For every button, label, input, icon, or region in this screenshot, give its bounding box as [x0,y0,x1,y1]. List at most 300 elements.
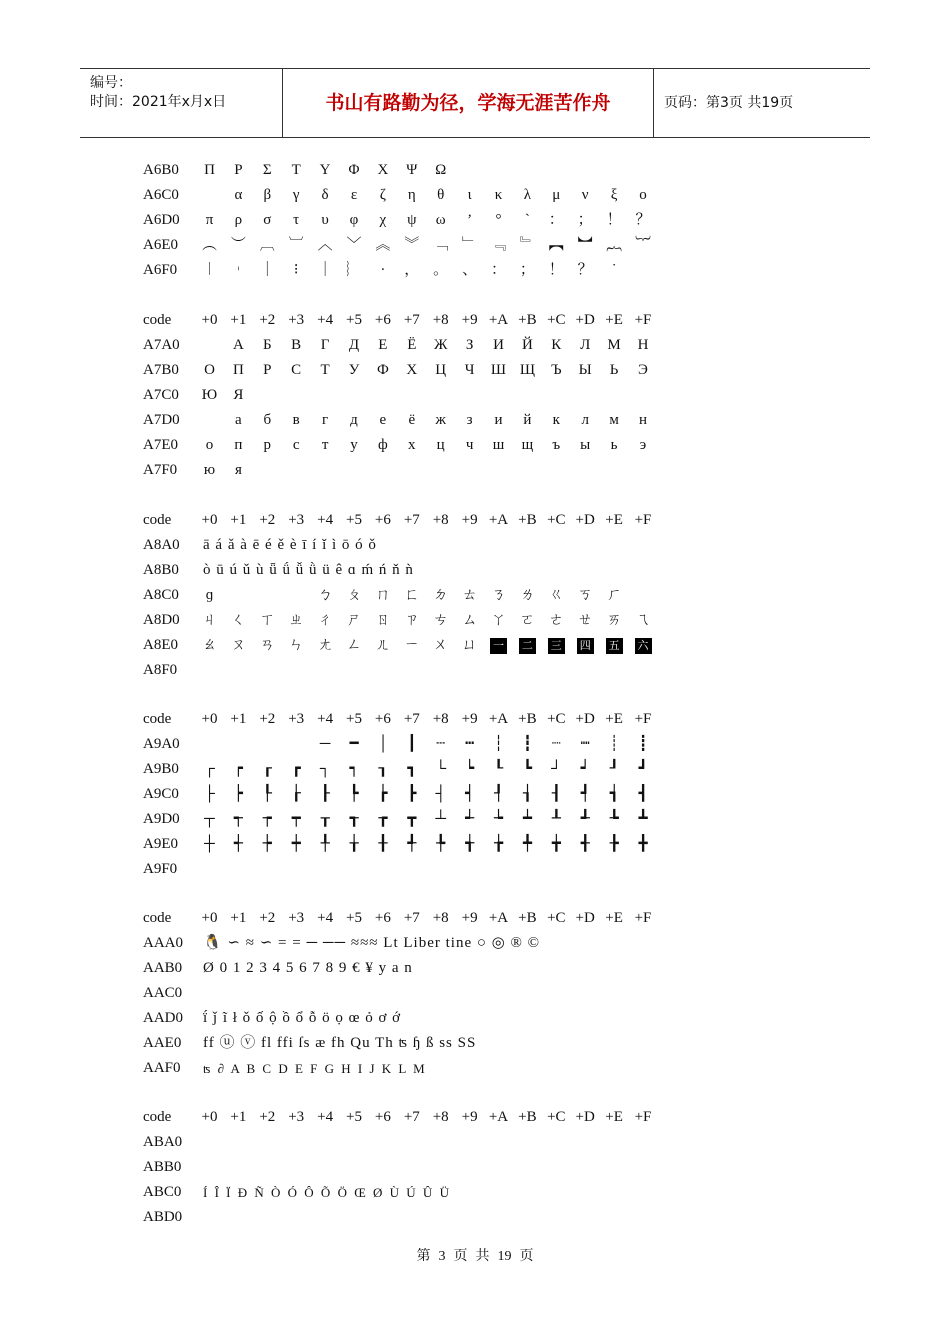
glyph-cell: ㄕ [346,612,362,628]
glyph-run: ʦ ∂ A B C D E F G H I J K L M [203,1061,427,1076]
code-row [143,333,863,358]
glyph-cell: ㄙ [462,612,478,628]
row-code: A8F0 [143,662,178,678]
glyph-cell: И [493,337,504,353]
column-offset-label: +7 [403,1109,420,1125]
glyph-cell: ？ [635,212,651,228]
code-header-label: code [143,512,172,528]
glyph-cell: ┻ [638,811,648,827]
glyph-cell: ﹁ [433,237,449,253]
glyph-cell: ц [436,437,445,453]
glyph-cell: ┭ [233,811,243,827]
glyph-cell: ㄔ [317,612,333,628]
code-row [143,1180,863,1205]
column-offset-label: +E [605,910,623,926]
column-offset-label: +2 [259,312,276,328]
glyph-cell: А [232,337,244,353]
glyph-cell: ┓ [407,761,417,777]
column-header-row [143,308,863,333]
glyph-cell: ┷ [522,811,532,827]
row-code: A7D0 [143,412,180,428]
column-offset-label: +F [634,512,652,528]
column-offset-label: +C [547,1109,566,1125]
row-code: AAC0 [143,985,183,1001]
glyph-cell: ！ [606,212,622,228]
column-offset-label: +5 [346,910,362,926]
glyph-cell: ы [580,437,591,453]
glyph-cell: ╆ [493,836,504,852]
glyph-cell: ┸ [551,811,561,827]
glyph-cell: ㄆ [346,587,362,603]
code-row [143,158,863,183]
glyph-cell: ┽ [233,836,243,852]
footer-prefix: 第 [416,1249,431,1264]
column-offset-label: +0 [201,312,218,328]
glyph-cell: ┢ [378,786,388,802]
column-offset-label: +0 [201,512,218,528]
column-offset-label: +2 [259,1109,276,1125]
glyph-cell: ┒ [378,761,388,777]
glyph-cell: ︴ [346,262,362,278]
code-row [143,558,863,583]
glyph-cell: ┮ [262,811,272,827]
glyph-cell: ┘ [550,761,562,777]
code-row [143,807,863,832]
glyph-cell: ㄟ [635,612,651,628]
glyph-cell: ︺ [288,237,304,253]
glyph-cell: σ [263,212,272,228]
row-code: A8A0 [143,537,180,553]
glyph-cell: ┊ [609,736,619,752]
glyph-cell: в [292,412,300,428]
column-offset-label: +9 [461,1109,478,1125]
glyph-cell: 、 [462,262,478,278]
glyph-cell: Ш [490,362,507,378]
glyph-cell: З [465,337,474,353]
glyph-cell: м [609,412,619,428]
glyph-cell: ┡ [349,786,359,802]
column-offset-label: +3 [288,711,305,727]
glyph-cell: ┗ [522,761,532,777]
glyph-run: ā á ǎ à ē é ě è ī í ǐ ì ō ó ǒ [203,537,377,553]
row-code: A9F0 [143,861,178,877]
code-row [143,956,863,981]
column-offset-label: +B [518,1109,537,1125]
glyph-cell: ︹ [259,237,275,253]
glyph-cell: π [205,212,214,228]
glyph-cell: ㄈ [404,587,420,603]
code-row [143,583,863,608]
glyph-cell: ┄ [436,736,446,752]
column-offset-label: +E [605,711,623,727]
row-code: A7C0 [143,387,179,403]
glyph-cell: ㄌ [519,587,535,603]
document-number-label: 编号： [90,75,132,91]
column-offset-label: +D [575,910,595,926]
code-row [143,658,863,683]
column-offset-label: +C [547,711,566,727]
glyph-cell: ㄑ [230,612,246,628]
row-code: A9D0 [143,811,180,827]
glyph-cell: ： [548,212,564,228]
column-offset-label: +5 [346,512,362,528]
glyph-cell: ﹀ [346,237,362,253]
glyph-cell: ╉ [580,836,590,852]
glyph-cell: ︼ [577,237,593,253]
glyph-run: 🐧 ∽ ≈ ∽ = = ─ ── ≈≈≈ Lt Liber tine ○ ◎ ® © [203,935,541,951]
glyph-cell: н [638,412,648,428]
glyph-cell: Ы [578,362,592,378]
column-offset-label: +9 [461,312,478,328]
glyph-cell: ﹄ [519,237,535,253]
glyph-cell: ㄏ [606,587,622,603]
glyph-cell: Φ [348,162,360,178]
glyph-cell: Л [580,337,591,353]
code-section [143,906,863,1081]
glyph-cell: ╂ [378,836,388,852]
glyph-cell: ！ [548,262,564,278]
glyph-cell: ˙ [611,262,617,278]
code-row [143,857,863,882]
column-header-row [143,906,863,931]
column-offset-label: +7 [403,312,420,328]
glyph-cell: └ [435,761,446,777]
glyph-cell: ┹ [580,811,590,827]
column-offset-label: +2 [259,711,276,727]
column-offset-label: +C [547,910,566,926]
column-offset-label: +D [575,512,595,528]
glyph-cell: ┟ [291,786,301,802]
code-header-label: code [143,711,172,727]
column-offset-label: +7 [403,711,420,727]
glyph-cell: Б [262,337,272,353]
column-offset-label: +A [488,512,509,528]
glyph-cell: ┲ [378,811,388,827]
column-offset-label: +A [488,910,509,926]
glyph-cell: ┰ [320,811,330,827]
glyph-cell: ь [610,437,618,453]
column-offset-label: +D [575,711,595,727]
glyph-cell: │ [377,736,389,752]
glyph-cell: ф [378,437,388,453]
glyph-run: Í Î Ï Ð Ñ Ò Ó Ô Õ Ö Œ Ø Ù Ú Û Ü [203,1185,451,1200]
code-row [143,981,863,1006]
glyph-cell: ┃ [407,736,417,752]
column-offset-label: +1 [230,910,247,926]
row-code: A8C0 [143,587,179,603]
glyph-cell: у [350,437,358,453]
glyph-cell: ㄣ [288,637,304,653]
glyph-cell: Ж [433,337,448,353]
glyph-cell: Ч [464,362,475,378]
glyph-cell: ω [435,212,446,228]
glyph-cell: с [292,437,300,453]
row-code: AAB0 [143,960,183,976]
glyph-cell: О [204,362,215,378]
column-offset-label: +8 [432,512,449,528]
glyph-cell: Ф [376,362,389,378]
column-offset-label: +7 [403,910,420,926]
glyph-cell: л [581,412,589,428]
glyph-cell: ι [467,187,472,203]
glyph-cell: Ю [201,387,218,403]
glyph-cell: ξ [610,187,618,203]
glyph-cell: ┣ [407,786,417,802]
row-code: A6C0 [143,187,179,203]
column-offset-label: +6 [374,1109,391,1125]
glyph-cell: ┫ [638,786,648,802]
glyph-cell: ─ [319,736,331,752]
column-header-row [143,1105,863,1130]
glyph-cell: ┑ [349,761,359,777]
code-row [143,233,863,258]
glyph-cell: 三 [542,633,571,658]
footer-total-word: 共 [475,1249,490,1264]
glyph-cell: ┆ [493,736,504,752]
glyph-cell: ︶ [230,237,246,253]
glyph-cell: ν [581,187,589,203]
glyph-cell: Р [263,362,272,378]
code-row [143,258,863,283]
glyph-cell: ━ [349,736,359,752]
code-row [143,1155,863,1180]
glyph-cell: ° [495,212,502,228]
header-table [80,68,870,138]
glyph-cell: Т [320,362,330,378]
column-offset-label: +9 [461,512,478,528]
document-time-label: 时间：2021年x月x日 [90,94,227,110]
glyph-cell: ┞ [262,786,272,802]
glyph-cell: ┼ [204,836,215,852]
column-offset-label: +4 [317,1109,334,1125]
glyph-cell: ┎ [262,761,272,777]
glyph-cell: ㄠ [201,637,217,653]
glyph-cell: ζ [379,187,386,203]
glyph-cell: М [607,337,621,353]
column-offset-label: +F [634,1109,652,1125]
glyph-cell: Д [348,337,360,353]
glyph-cell: ︲ [230,262,246,278]
header-page-number: 页码：第3页 共19页 [664,95,794,111]
glyph-cell: ㄨ [433,637,449,653]
footer-page-word: 页 [453,1249,468,1264]
column-offset-label: +5 [346,711,362,727]
column-offset-label: +2 [259,910,276,926]
column-offset-label: +A [488,711,509,727]
column-offset-label: +2 [259,512,276,528]
code-section [143,707,863,882]
code-row [143,433,863,458]
glyph-cell: ㄓ [288,612,304,628]
code-row [143,183,863,208]
glyph-cell: щ [521,437,534,453]
glyph-cell: · [380,262,386,278]
glyph-cell: Π [204,162,215,178]
glyph-cell: ︾ [404,237,420,253]
glyph-cell: ㄩ [462,637,478,653]
code-row [143,1056,863,1081]
glyph-cell: ┪ [609,786,619,802]
glyph-cell: ㄦ [375,637,391,653]
glyph-cell: ┍ [233,761,243,777]
glyph-cell: ︷ [606,237,622,253]
glyph-cell: 六 [629,633,658,658]
glyph-cell: ┾ [262,836,272,852]
footer-current-page: 3 [438,1249,446,1264]
column-offset-label: +3 [288,512,305,528]
column-offset-label: +0 [201,711,218,727]
row-code: ABD0 [143,1209,183,1225]
glyph-cell: ︵ [201,237,217,253]
glyph-cell: ┇ [522,736,532,752]
column-offset-label: +8 [432,312,449,328]
code-row [143,832,863,857]
glyph-cell: ︸ [635,237,651,253]
column-offset-label: +4 [317,711,334,727]
glyph-run: Ø 0 1 2 3 4 5 6 7 8 9 € ¥ y a n [203,960,413,976]
glyph-cell: ﹂ [462,237,478,253]
column-offset-label: +3 [288,910,305,926]
glyph-cell: ㄢ [259,637,275,653]
row-code: AAE0 [143,1035,182,1051]
glyph-cell: ┐ [319,761,331,777]
column-offset-label: +F [634,910,652,926]
row-code: A8E0 [143,637,178,653]
row-code: A9A0 [143,736,180,752]
glyph-run: ff ⓤ ⓥ fl ffi ſs æ fh Qu Th ʦ ɧ ß ss SS [203,1035,477,1051]
glyph-cell: ︿ [317,237,333,253]
glyph-cell: ┛ [638,761,648,777]
glyph-cell: χ [379,212,387,228]
code-section [143,308,863,483]
glyph-cell: ρ [234,212,243,228]
code-section [143,508,863,683]
column-offset-label: +D [575,1109,595,1125]
glyph-cell: ︱ [201,262,217,278]
column-offset-label: +F [634,711,652,727]
glyph-cell: ╃ [407,836,417,852]
glyph-cell: ㄧ [404,637,420,653]
column-offset-label: +7 [403,512,420,528]
glyph-cell: κ [494,187,503,203]
glyph-cell: ㄗ [404,612,420,628]
glyph-cell: λ [523,187,532,203]
glyph-cell: 四 [571,633,600,658]
glyph-cell: о [205,437,214,453]
glyph-cell: Э [638,362,648,378]
code-row [143,358,863,383]
glyph-cell: ㄘ [433,612,449,628]
column-offset-label: +B [518,711,537,727]
row-code: ABC0 [143,1184,182,1200]
column-offset-label: +6 [374,512,391,528]
column-offset-label: +9 [461,711,478,727]
glyph-cell: ㄊ [462,587,478,603]
glyph-cell: В [291,337,302,353]
glyph-cell: ╇ [522,836,532,852]
glyph-cell: μ [552,187,561,203]
glyph-cell: Υ [319,162,331,178]
row-code: ABA0 [143,1134,183,1150]
glyph-cell: ｜ [259,262,275,278]
glyph-cell: ┴ [435,811,446,827]
footer-total-pages: 19 [497,1249,512,1264]
glyph-cell: б [263,412,272,428]
glyph-cell: ┵ [465,811,475,827]
glyph-cell: 。 [433,262,449,278]
glyph-cell: ┙ [580,761,590,777]
glyph-cell: т [321,437,329,453]
glyph-cell: з [466,412,473,428]
glyph-cell: Н [637,337,649,353]
column-offset-label: +B [518,512,537,528]
code-row [143,608,863,633]
glyph-cell: ж [435,412,446,428]
glyph-cell: Ω [435,162,447,178]
glyph-cell: ┩ [580,786,590,802]
glyph-cell: ㄛ [519,612,535,628]
glyph-cell: ┚ [609,761,619,777]
glyph-cell: ⁝ [293,262,299,278]
glyph-cell: ┥ [465,786,475,802]
glyph-cell: Τ [291,162,301,178]
column-offset-label: +9 [461,910,478,926]
row-code: A6B0 [143,162,179,178]
glyph-cell: ш [492,437,505,453]
glyph-cell: п [234,437,243,453]
glyph-cell: й [523,412,532,428]
glyph-cell: Ц [435,362,447,378]
glyph-cell: ┕ [465,761,475,777]
row-code: AAF0 [143,1060,181,1076]
code-header-label: code [143,312,172,328]
glyph-cell: ┺ [609,811,619,827]
code-row [143,782,863,807]
glyph-cell: ╅ [465,836,475,852]
code-section [143,158,863,283]
glyph-cell: я [234,462,242,478]
row-code: A7B0 [143,362,179,378]
glyph-cell: д [350,412,358,428]
glyph-cell: 五 [600,633,629,658]
column-offset-label: +0 [201,1109,218,1125]
column-offset-label: +5 [346,1109,362,1125]
glyph-cell: ╋ [638,836,648,852]
glyph-cell: ╄ [436,836,446,852]
glyph-cell: р [263,437,272,453]
code-row [143,1031,863,1056]
glyph-cell: ㄡ [230,637,246,653]
glyph-cell: Ь [609,362,619,378]
glyph-run: ò ū ú ǔ ù ǖ ǘ ǚ ǜ ü ê ɑ ḿ ń ň ǹ [203,562,414,578]
row-code: A9B0 [143,761,179,777]
column-offset-label: +F [634,312,652,328]
row-code: A6E0 [143,237,178,253]
row-code: A7F0 [143,462,178,478]
glyph-cell: П [232,362,244,378]
glyph-cell: ┱ [349,811,359,827]
glyph-cell: е [379,412,387,428]
column-offset-label: +1 [230,711,247,727]
glyph-cell: ╁ [349,836,359,852]
glyph-cell: ： [490,262,506,278]
code-row [143,1006,863,1031]
glyph-cell: ┯ [291,811,301,827]
glyph-cell: 二 [513,633,542,658]
glyph-cell: ㄉ [433,587,449,603]
column-offset-label: +B [518,312,537,328]
row-code: A8B0 [143,562,179,578]
